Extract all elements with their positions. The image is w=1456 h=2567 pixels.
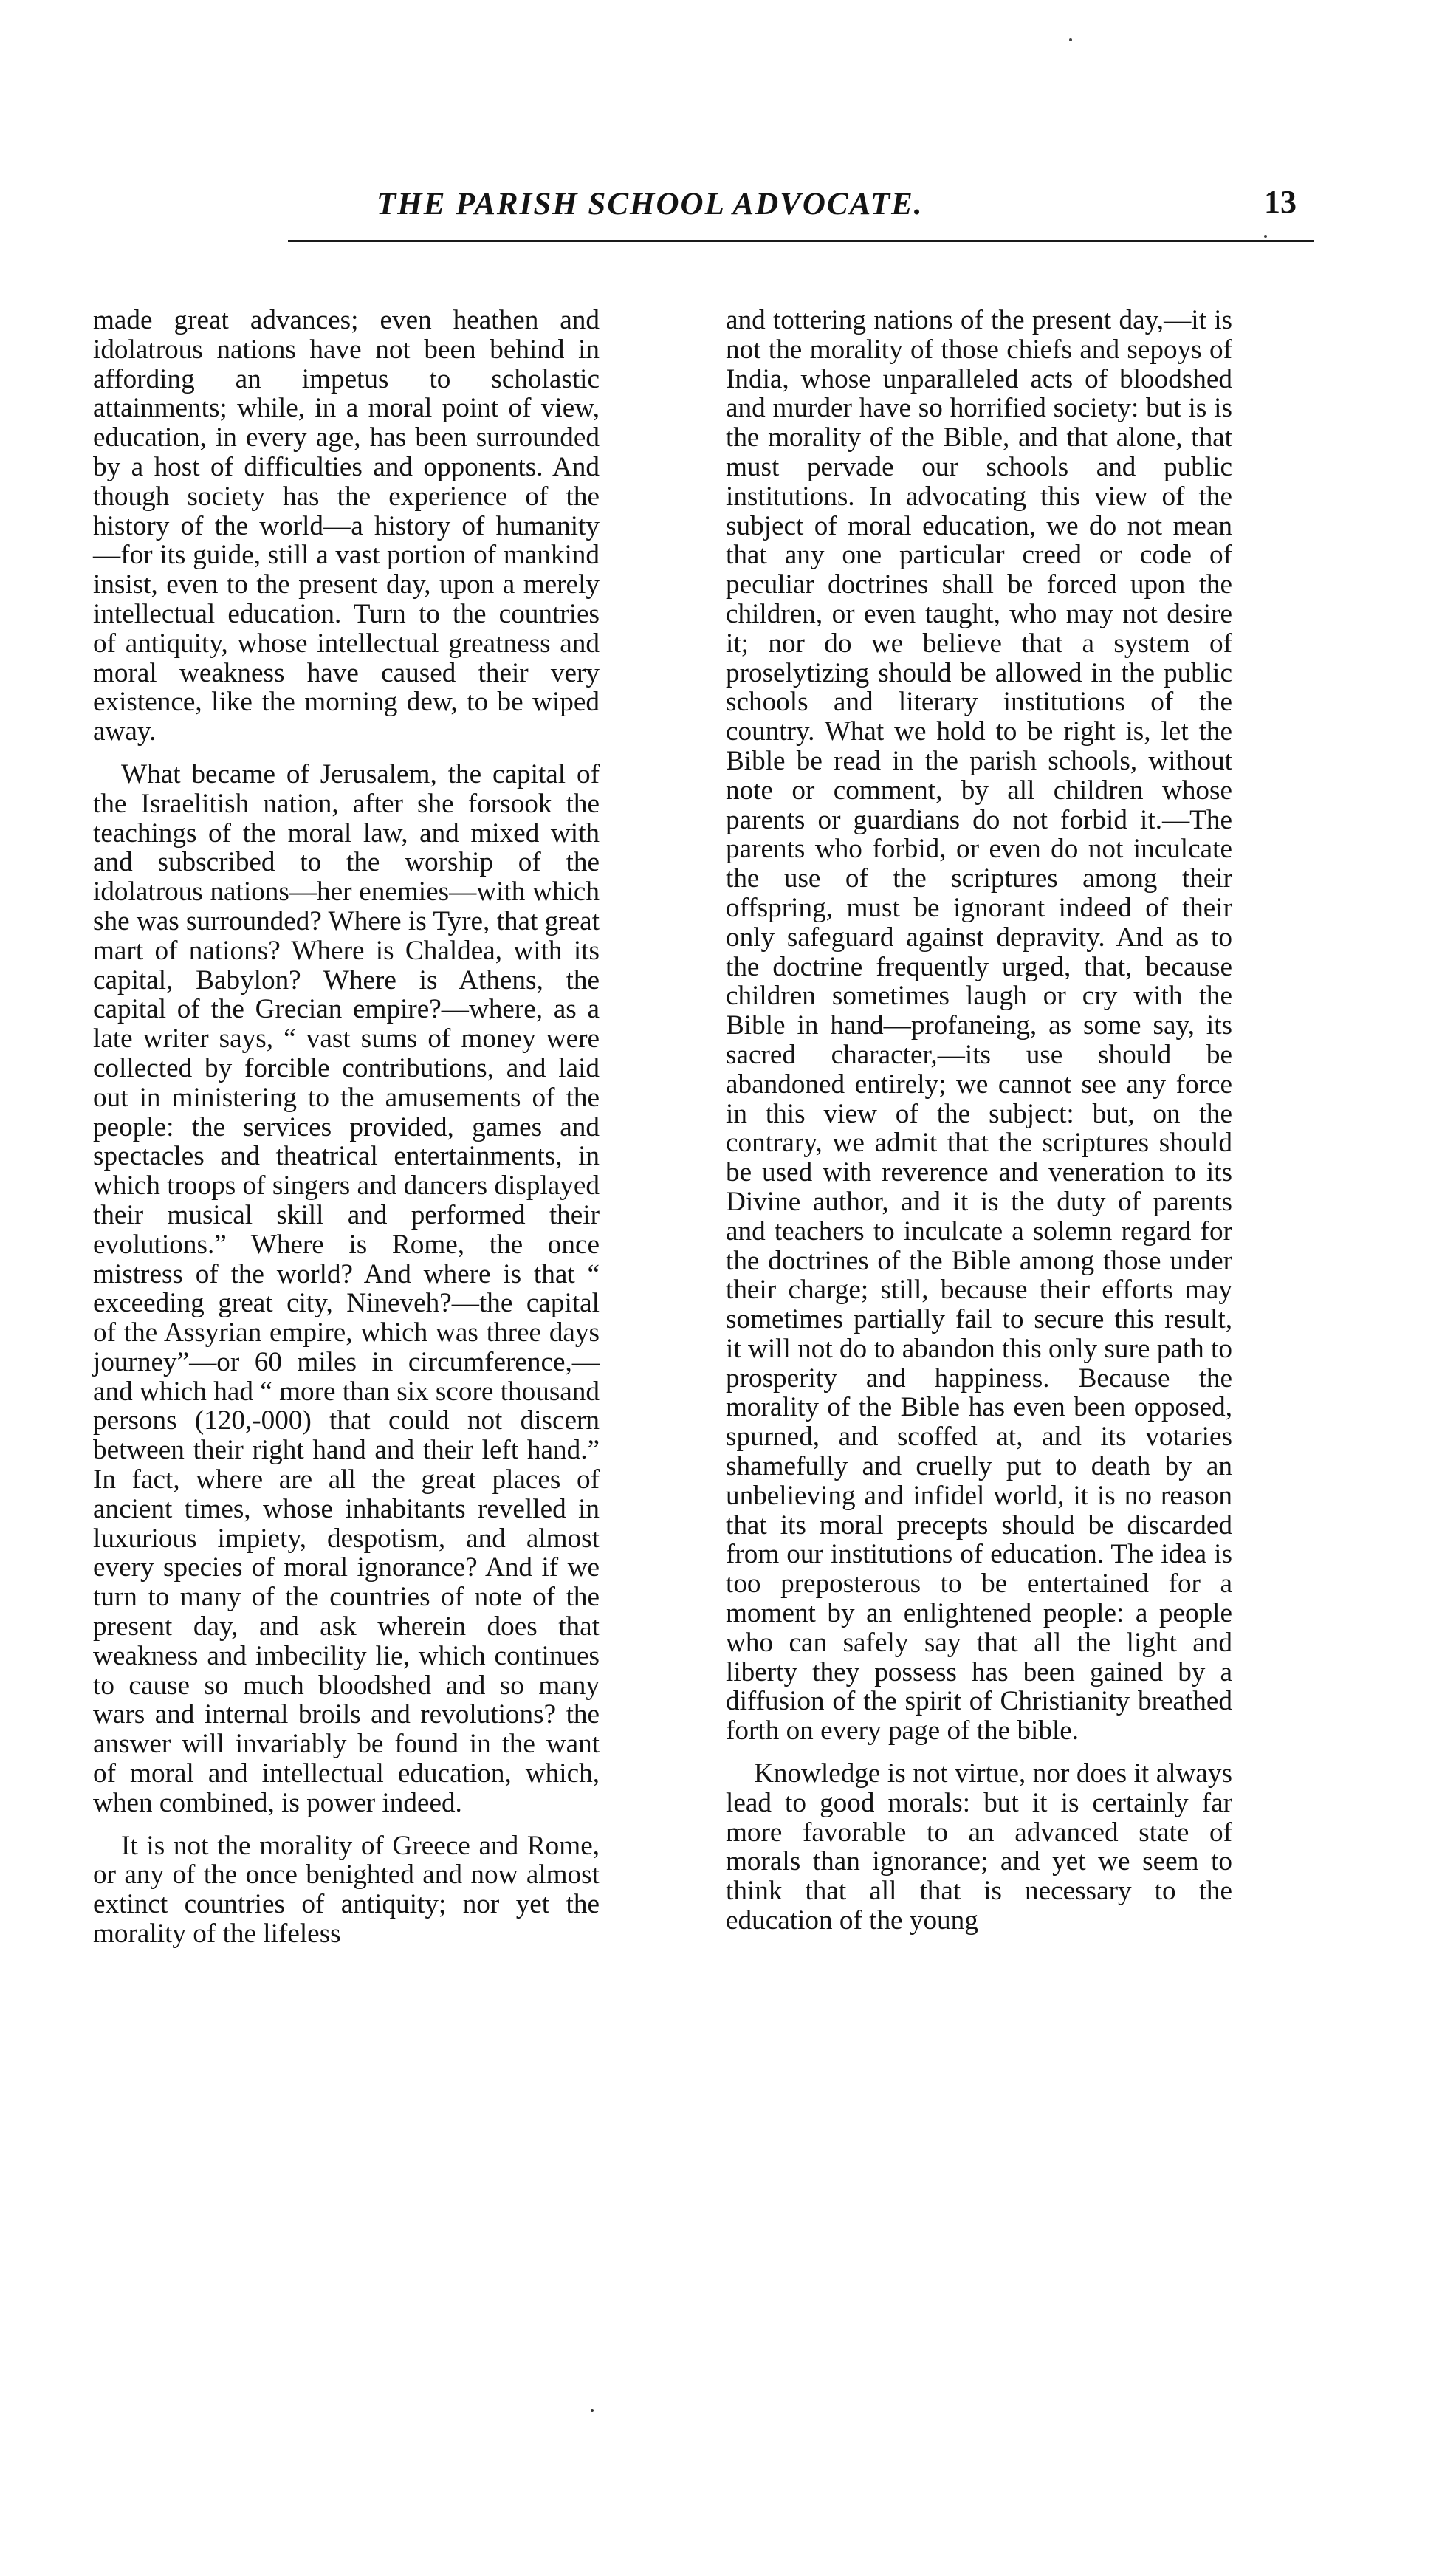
right-column (726, 306, 1232, 1936)
print-speck (591, 2409, 594, 2412)
print-speck (1069, 38, 1072, 41)
left-column (93, 306, 600, 1949)
print-speck (1264, 235, 1267, 238)
paragraph-jerusalem: What became of Jerusalem, the capital of the Israelitish nation, after she forsook the teachings of the moral law, and mixed with and subscribed to the worship of the idolatrous nations—her enemies—with which she was surrounded? Where is Tyre, that great mart of nations? Where is Chaldea, with its capital, Babylon? Where is Athens, the capital of the Grecian empire?—where, as a late writer says, “ vast sums of money were collected by forcible contributions, and laid out in ministering to the amusements of the people: the services provided, games and spectacles and theatrical entertainments, in which troops of singers and dancers displayed their musical skill and performed their evolutions.” Where is Rome, the once mistress of the world? And where is that “ exceeding great city, Nineveh?—the capital of the Assyrian empire, which was three days journey”—or 60 miles in circumference,—and which had “ more than six score thousand persons (120,-000) that could not discern between their right hand and their left hand.” In fact, where are all the great places of ancient times, whose inhabitants revelled in luxurious impiety, despotism, and almost every species of moral ignorance? And if we turn to many of the countries of note of the present day, and ask wherein does that weakness and imbecility lie, which continues to cause so much bloodshed and so many wars and internal broils and revolutions? the answer will invariably be found in the want of moral and intellectual education, which, when combined, is power indeed. (93, 758, 600, 1818)
paragraph-greece-rome: It is not the morality of Greece and Rome, or any of the once benighted and now almost extinct countries of antiquity; nor yet the morality of the lifeless (93, 1830, 600, 1950)
running-title: THE PARISH SCHOOL ADVOCATE. (377, 187, 924, 222)
header-rule (288, 240, 1314, 242)
page-number: 13 (1264, 184, 1297, 220)
paragraph-knowledge: Knowledge is not virtue, nor does it always lead to good morals: but it is certainly far more favorable to an advanced state of morals than ignorance; and yet we seem to think that all that is necessary to the education of the young (726, 1758, 1232, 1936)
paragraph-bible-morality: and tottering nations of the present day,—it is not the morality of those chiefs and sepoys of India, whose unparalleled acts of bloodshed and murder have so horrified society: but is is the morality of the Bible, and that alone, that must pervade our schools and public institutions. In advocating this view of the subject of moral education, we do not mean that any one particular creed or code of peculiar doctrines shall be forced upon the children, or even taught, who may not desire it; nor do we believe that a system of proselytizing should be allowed in the public schools and literary institutions of the country. What we hold to be right is, let the Bible be read in the parish schools, without note or comment, by all children whose parents or guardians do not forbid it.—The parents who forbid, or even do not inculcate the use of the scriptures among their offspring, must be ignorant indeed of their only safeguard against depravity. And as to the doctrine frequently urged, that, because children sometimes laugh or cry with the Bible in hand—profaneing, as some say, its sacred character,—its use should be abandoned entirely; we cannot see any force in this view of the subject: but, on the contrary, we admit that the scriptures should be used with reverence and veneration to its Divine author, and it is the duty of parents and teachers to inculcate a solemn regard for the doctrines of the Bible among those under their charge; still, because their efforts may sometimes partially fail to secure this result, it will not do to abandon this only sure path to prosperity and happiness. Because the morality of the Bible has even been opposed, spurned, and scoffed at, and its votaries shamefully and cruelly put to death by an unbelieving and infidel world, it is no reason that its moral precepts should be discarded from our institutions of education. The idea is too preposterous to be entertained for a moment by an enlightened people: a people who can safely say that all the light and liberty they possess has been gained by a diffusion of the spirit of Christianity breathed forth on every page of the bible. (726, 305, 1232, 1747)
paragraph-continued: made great advances; even heathen and idolatrous nations have not been behind in affording an impetus to scholastic attainments; while, in a moral point of view, education, in every age, has been surrounded by a host of difficulties and opponents. And though society has the experience of the history of the world—a history of humanity—for its guide, still a vast portion of mankind insist, even to the present day, upon a merely intellectual education. Turn to the countries of antiquity, whose intellectual greatness and moral weakness have caused their very existence, like the morning dew, to be wiped away. (93, 305, 600, 747)
